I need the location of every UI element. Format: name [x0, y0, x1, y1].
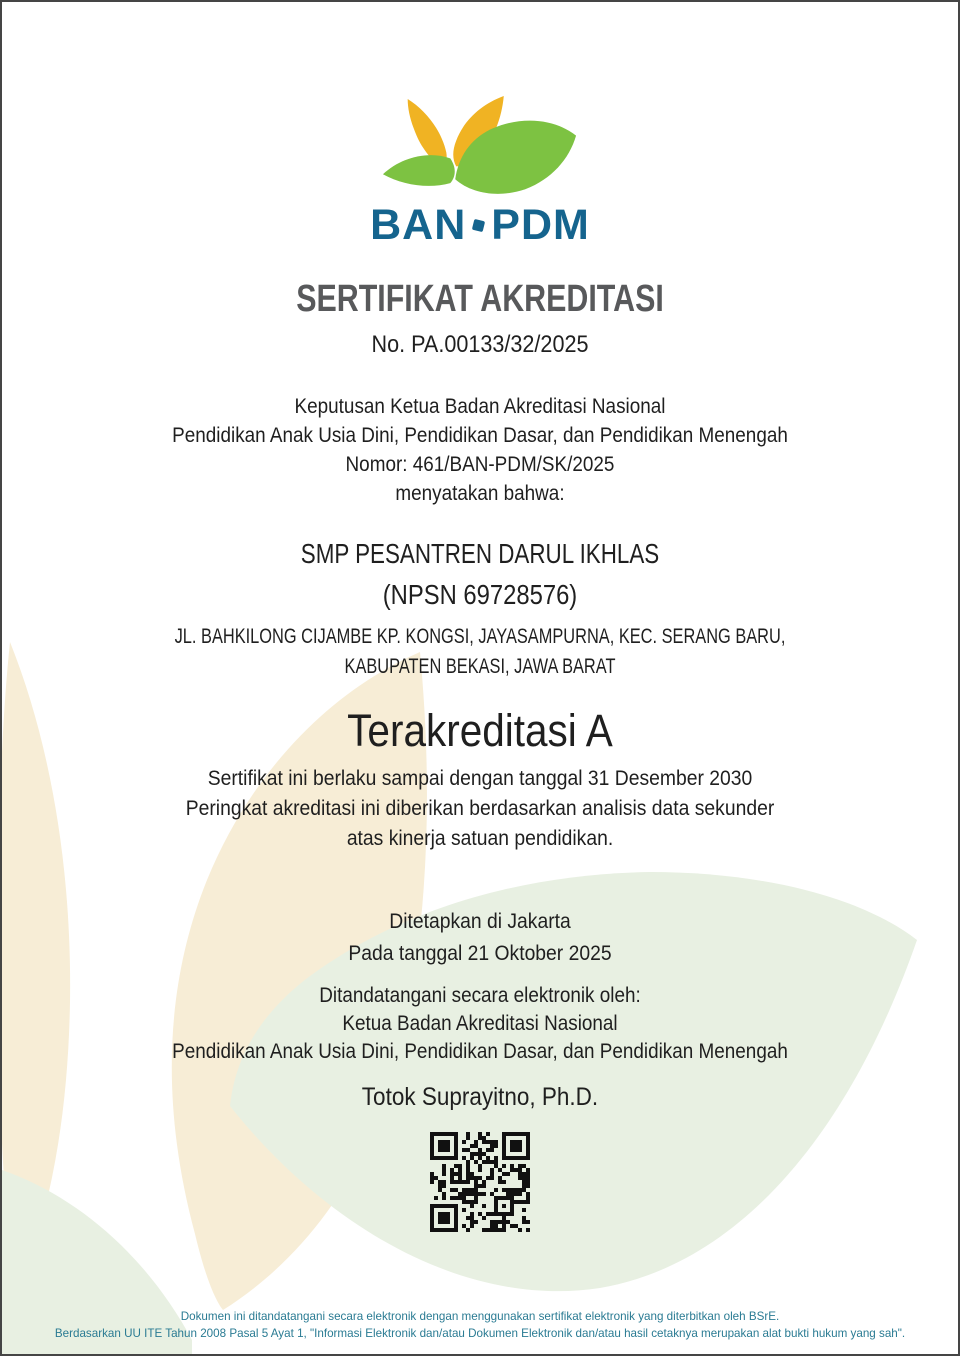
certificate-title: SERTIFIKAT AKREDITASI	[296, 278, 664, 320]
certificate-number: No. PA.00133/32/2025	[371, 331, 589, 358]
signed-by-line: Ketua Badan Akreditasi Nasional	[342, 1012, 618, 1035]
validity-line: atas kinerja satuan pendidikan.	[346, 827, 614, 850]
wordmark-ban: BAN	[370, 201, 467, 249]
decree-paragraph	[50, 392, 910, 508]
decree-line: menyatakan bahwa:	[395, 482, 565, 505]
ban-pdm-wordmark	[2, 202, 958, 248]
legal-footer	[2, 1308, 958, 1342]
decree-line: Pendidikan Anak Usia Dini, Pendidikan Dasar, dan Pendidikan Menengah	[172, 424, 788, 447]
school-npsn: (NPSN 69728576)	[382, 579, 578, 610]
decree-line: Keputusan Ketua Badan Akreditasi Nasional	[294, 395, 666, 418]
footer-line: Berdasarkan UU ITE Tahun 2008 Pasal 5 Ayat 1, "Informasi Elektronik dan/atau Dokumen Elektronik dan/atau hasil cetaknya merupakan alat bukti hukum yang sah".	[54, 1326, 906, 1340]
decree-line: Nomor: 461/BAN-PDM/SK/2025	[345, 453, 615, 476]
logo-hyphen-dot-icon	[472, 218, 485, 231]
accreditation-grade: Terakreditasi A	[347, 705, 613, 756]
school-address	[107, 622, 853, 682]
ban-pdm-logo-mark	[380, 96, 580, 200]
validity-paragraph	[40, 764, 920, 854]
signed-by-line: Ditandatangani secara elektronik oleh:	[319, 984, 641, 1007]
qr-code	[426, 1128, 534, 1236]
wordmark-pdm: PDM	[491, 201, 590, 249]
address-line: JL. BAHKILONG CIJAMBE KP. KONGSI, JAYASAMPURNA, KEC. SERANG BARU,	[174, 625, 786, 648]
signer-name: Totok Suprayitno, Ph.D.	[361, 1083, 599, 1111]
address-line: KABUPATEN BEKASI, JAWA BARAT	[344, 655, 616, 678]
ban-pdm-logo	[2, 96, 958, 248]
certificate-content	[2, 2, 958, 1236]
issue-date: Pada tanggal 21 Oktober 2025	[348, 942, 612, 965]
validity-line: Sertifikat ini berlaku sampai dengan tanggal 31 Desember 2030	[207, 767, 753, 790]
issue-place: Ditetapkan di Jakarta	[389, 910, 571, 933]
issue-place-date	[40, 906, 920, 970]
validity-line: Peringkat akreditasi ini diberikan berdasarkan analisis data sekunder	[185, 797, 775, 820]
logo-left-leaf	[383, 155, 455, 186]
signed-by-block	[50, 982, 910, 1066]
footer-line: Dokumen ini ditandatangani secara elektronik dengan menggunakan sertifikat elektronik yang diterbitkan oleh BSrE.	[180, 1309, 780, 1323]
school-name: SMP PESANTREN DARUL IKHLAS	[300, 538, 660, 569]
signed-by-line: Pendidikan Anak Usia Dini, Pendidikan Dasar, dan Pendidikan Menengah	[172, 1040, 788, 1063]
